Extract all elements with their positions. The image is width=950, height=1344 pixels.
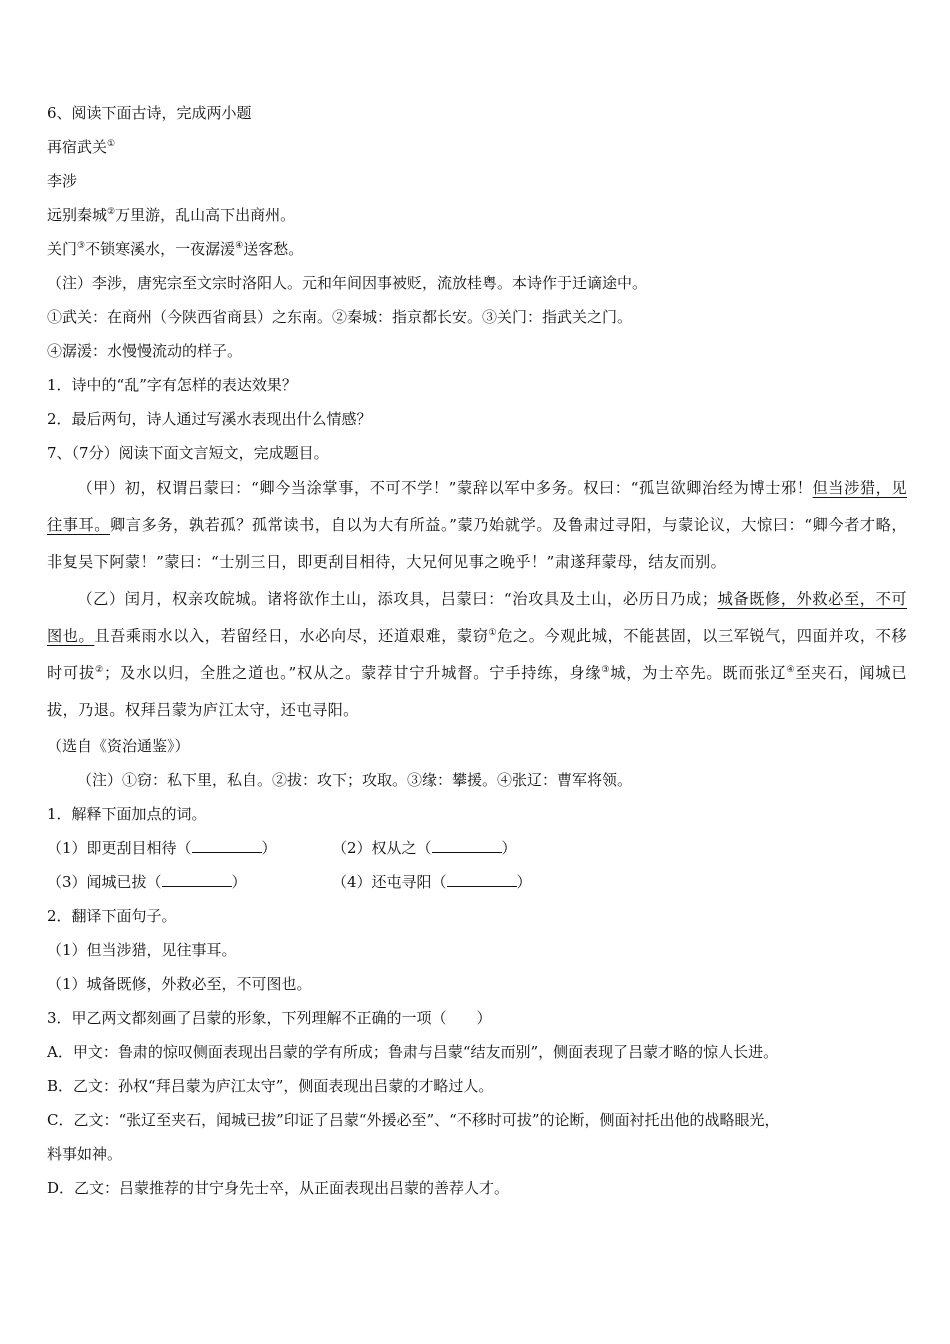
word-row-1: （1）即更刮目相待（ ） （2）权从之（ ） <box>47 831 907 865</box>
option-b: B．乙文：孙权“拜吕蒙为庐江太守”，侧面表现出吕蒙的才略过人。 <box>47 1077 494 1095</box>
poem-author: 李涉 <box>47 172 78 190</box>
option-a: A．甲文：鲁肃的惊叹侧面表现出吕蒙的学有所成；鲁肃与吕蒙“结友而别”，侧面表现了吕蒙才略的惊人长进。 <box>47 1043 779 1061</box>
option-c: C．乙文：“张辽至夹石，闻城已拔”印证了吕蒙“外援必至”、“不移时可拔”的论断，侧面衬托出他的战略眼光， <box>47 1111 780 1129</box>
translate-item-2: （1）城备既修，外救必至，不可图也。 <box>47 975 312 993</box>
poem-note-1: （注）李涉，唐宪宗至文宗时洛阳人。元和年间因事被贬，流放桂粤。本诗作于迁谪途中。 <box>47 274 648 292</box>
q7-subquestion-1: 1．解释下面加点的词。 <box>47 805 207 823</box>
q6-subquestion-1: 1．诗中的“乱”字有怎样的表达效果？ <box>47 376 297 394</box>
poem-note-2: ①武关：在商州（今陕西省商县）之东南。②秦城：指京都长安。③关门：指武关之门。 <box>47 308 633 326</box>
word-row-2: （3）闻城已拔（ ） （4）还屯寻阳（ ） <box>47 865 907 899</box>
passage-source: （选自《资治通鉴》） <box>47 737 190 755</box>
passage-jia: （甲）初，权谓吕蒙曰：“卿今当涂掌事，不可不学！”蒙辞以军中多务。权曰：“孤岂欲卿治经为博士邪！但当涉猎，见往事耳。卿言多务，孰若孤？孤常读书，自以为大有所益。”蒙乃始就学。及鲁肃过寻阳，与蒙论议，大惊曰：“卿今者才略，非复吴下阿蒙！”蒙曰：“士别三日，即更刮目相待，大兄何见事之晚乎！”肃遂拜蒙母，结友而别。 <box>47 479 907 571</box>
passage-yi: （乙）闰月，权亲攻皖城。诸将欲作土山，添攻具，吕蒙曰：“治攻具及土山，必历日乃成；城备既修，外救必至，不可图也。且吾乘雨水以入，若留经日，水必向尽，还道艰难，蒙窃①危之。今观此城，不能甚固，以三军锐气，四面并攻，不移时可拔②；及水以归，全胜之道也。”权从之。蒙荐甘宁升城督。宁手持练，身缘③城，为士卒先。既而张辽④至夹石，闻城已拔，乃退。权拜吕蒙为庐江太守，还屯寻阳。 <box>47 590 908 719</box>
q7-subquestion-3: 3．甲乙两文都刻画了吕蒙的形象，下列理解不正确的一项（ ） <box>47 1009 492 1027</box>
poem-line-1: 远别秦城②万里游，乱山高下出商州。 <box>47 206 296 224</box>
answer-blank-2[interactable] <box>432 832 502 853</box>
question-7-heading: 7、（7分）阅读下面文言短文，完成题目。 <box>47 444 329 462</box>
answer-blank-1[interactable] <box>192 832 262 853</box>
q6-subquestion-2: 2．最后两句，诗人通过写溪水表现出什么情感？ <box>47 410 372 428</box>
poem-note-3: ④潺湲：水慢慢流动的样子。 <box>47 342 243 360</box>
question-6-heading: 6、阅读下面古诗，完成两小题 <box>47 104 252 122</box>
document-page <box>47 96 907 1205</box>
passage-notes: （注）①窃：私下里，私自。②拔：攻下；攻取。③缘：攀援。④张辽：曹军将领。 <box>77 771 633 789</box>
answer-blank-4[interactable] <box>447 866 517 887</box>
poem-line-2: 关门③不锁寒溪水，一夜潺湲④送客愁。 <box>47 240 304 258</box>
translate-item-1: （1）但当涉猎，见往事耳。 <box>47 941 237 959</box>
answer-blank-3[interactable] <box>162 866 232 887</box>
q7-subquestion-2: 2．翻译下面句子。 <box>47 907 177 925</box>
option-d: D．乙文：吕蒙推荐的甘宁身先士卒，从正面表现出吕蒙的善荐人才。 <box>47 1179 510 1197</box>
option-c-continued: 料事如神。 <box>47 1145 123 1163</box>
poem-title: 再宿武关① <box>47 138 116 156</box>
